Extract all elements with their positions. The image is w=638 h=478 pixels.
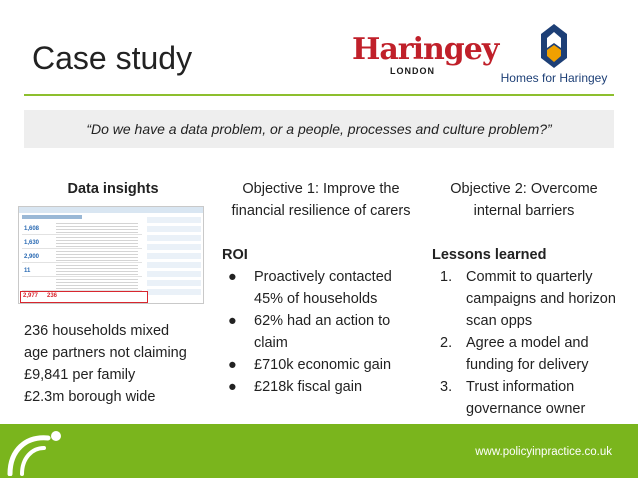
haringey-logo-word: Haringey [352,32,499,67]
thumbnail-row [22,235,142,249]
thumbnail-highlight-value: 2,977 [23,293,39,299]
thumbnail-highlight [20,291,148,303]
thumbnail-tabs [19,207,203,213]
bullet-icon: ● [228,357,237,373]
roi-bullet [222,310,418,354]
thumbnail-row [22,263,142,277]
lesson-item [432,266,622,332]
roi-bullet [222,376,418,398]
thumbnail-row [22,249,142,263]
data-insights-heading: Data insights [67,181,159,197]
insight-line: £9,841 per family [24,367,136,383]
bullet-icon: ● [228,269,237,285]
lesson-item [432,376,622,420]
roi-bullet-text: £218k fiscal gain [254,379,363,395]
roi-bullet-text: 62% had an action to claim [254,313,391,351]
thumbnail-value: 2,900 [24,254,40,260]
benefit-dashboard-thumbnail [18,206,204,304]
haringey-logo-sub: LONDON [390,66,435,76]
insight-line: £2.3m borough wide [24,389,156,405]
thumbnail-value: 1,630 [24,240,40,246]
insight-line: age partners not claiming [24,345,187,361]
quote-text: “Do we have a data problem, or a people, processes and culture problem?” [86,121,552,137]
lessons-list [432,266,622,420]
roi-bullet [222,266,418,310]
lessons-label: Lessons learned [432,247,547,263]
thumbnail-header [22,215,82,219]
roi-bullet [222,354,418,376]
page-title: Case study [32,40,193,76]
objective2-heading: Objective 2: Overcome internal barriers [450,181,598,219]
haringey-logo [352,32,499,84]
insight-line: 236 households mixed [24,323,170,339]
data-insights-text [24,320,210,408]
homes-for-haringey-name: Homes for Haringey [500,71,608,85]
lesson-text: Trust information governance owner [466,379,586,417]
lesson-number: 3. [440,379,453,395]
lesson-text: Commit to quarterly campaigns and horizon scan opps [466,269,616,329]
thumbnail-value: 1,608 [24,226,40,232]
footer-url[interactable]: www.policyinpractice.co.uk [475,446,612,458]
thumbnail-value: 11 [24,268,31,274]
bullet-icon: ● [228,313,237,329]
title-rule [24,94,614,96]
roi-bullet-text: £710k economic gain [254,357,392,373]
thumbnail-row [22,277,142,291]
lesson-number: 1. [440,269,453,285]
bullet-icon: ● [228,379,237,395]
roi-label: ROI [222,247,248,263]
house-shield-icon [541,24,567,68]
quote-box [24,110,614,148]
lesson-item [432,332,622,376]
objective1-heading: Objective 1: Improve the financial resilience of carers [231,181,411,219]
policy-in-practice-logo-icon [4,428,64,476]
lesson-text: Agree a model and funding for delivery [466,335,589,373]
footer-bar [0,424,638,478]
thumbnail-sidebar [147,217,201,297]
roi-bullet-text: Proactively contacted 45% of households [254,269,392,307]
thumbnail-highlight-value: 236 [47,293,58,299]
thumbnail-row [22,221,142,235]
roi-bullet-list [222,266,418,398]
homes-for-haringey-logo [492,24,616,92]
lesson-number: 2. [440,335,453,351]
